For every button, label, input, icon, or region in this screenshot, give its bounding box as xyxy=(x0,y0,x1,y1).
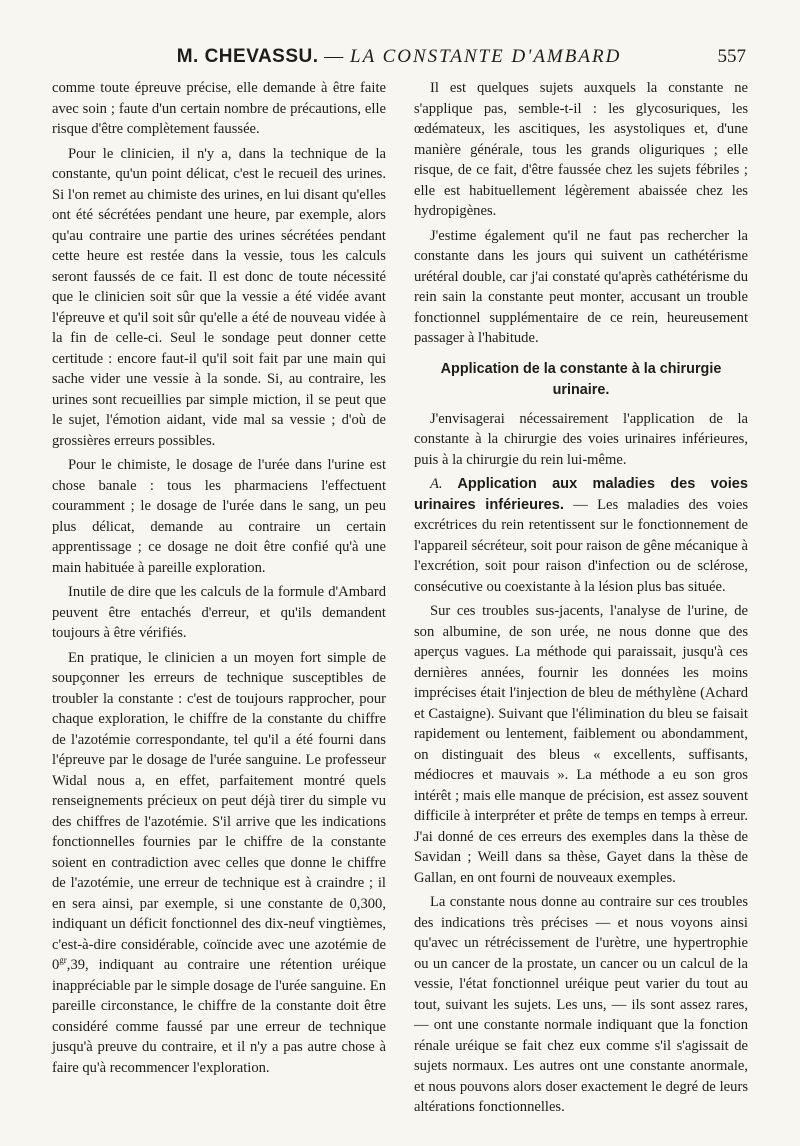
paragraph-text: ,39, indiquant au contraire une rétention uréique inappréciable par le simple dosage de l'urée sanguine. En pareille circonstance, le chiffre de la constante doit être considéré comme faussé par une erreur de technique jusqu'à preuve du contraire, et il n'y a pas autre chose à faire qu'à recommencer l'exploration. xyxy=(52,957,386,1076)
paragraph: J'envisagerai nécessairement l'application de la constante à la chirurgie des voies urinaires inférieures, puis à la chirurgie du rein lui-même. xyxy=(414,410,748,468)
paragraph-text: — Les maladies des voies excrétrices du rein retentissent sur le fonctionnement de l'appareil sécréteur, soit pour raison de gêne mécanique à l'excrétion, soit pour raison d'infection ou de sclérose, consécutive ou coexistante à la lésion plus bas située. xyxy=(414,496,748,595)
paragraph xyxy=(52,648,386,1079)
paragraph: La constante nous donne au contraire sur ces troubles des indications très précises — et nous voyons ainsi qu'avec un rétrécissement de l'urètre, une hypertrophie ou un cancer de la prostate, un cancer ou un calcul de la vessie, l'état fonctionnel uréique peut varier du tout au tout, suivant les sujets. Les uns, — ils sont assez rares, — ont une constante normale indiquant que la fonction rénale uréique se fait chez eux comme s'il s'agissait de sujets normaux. Les autres ont une constante anormale, et nous pouvons alors doser exactement le degré de leurs altérations fonctionnelles. xyxy=(414,894,748,1115)
page-number: 557 xyxy=(717,46,746,67)
right-column xyxy=(414,78,748,1122)
running-header xyxy=(52,44,746,74)
paragraph: J'estime également qu'il ne faut pas rechercher la constante dans les jours qui suivent un cathétérisme urétéral double, car j'ai constaté qu'après cathétérisme du rein sain la constante peut monter, accusant un trouble fonctionnel supplémentaire de ce rein, heureusement passager à l'habitude. xyxy=(414,227,748,346)
paragraph: Pour le clinicien, il n'y a, dans la technique de la constante, qu'un point délicat, c'est le recueil des urines. Si l'on remet au chimiste des urines, en lui disant qu'elles ont été sécrétées pendant une heure, par exemple, alors qu'au contraire une partie des urines sécrétées pendant cette heure est restée dans la vessie, tous les calculs seront faussés de ce fait. Il est donc de toute nécessité que le clinicien soit sûr que la vessie a été vidée avant l'épreuve et qu'il soit sûr qu'elle a été de nouveau vidée à la fin de celle-ci. Seul le sondage peut donner cette certitude : encore faut-il qu'il soit fait par une main qui sache vider une vessie à la sonde. Si, au contraire, les urines sont recueillies par simple miction, il se peut que le sujet, l'émotion aidant, vide mal sa vessie ; d'où de grossières erreurs possibles. xyxy=(52,145,386,449)
header-separator: — xyxy=(324,46,345,67)
header-title xyxy=(52,46,746,68)
paragraph: comme toute épreuve précise, elle demande à être faite avec soin ; faute d'un certain nombre de précautions, elle risque d'être complètement faussée. xyxy=(52,80,386,137)
left-column xyxy=(52,78,386,1082)
section-heading: Application de la constante à la chirurgie urinaire. xyxy=(440,360,722,398)
gram-superscript: gr xyxy=(59,955,67,966)
header-article-title: LA CONSTANTE D'AMBARD xyxy=(350,46,622,67)
header-author: M. CHEVASSU. xyxy=(176,46,319,67)
paragraph: Pour le chimiste, le dosage de l'urée dans l'urine est chose banale : tous les pharmaciens l'effectuent couramment ; le dosage de l'urée dans le sang, un peu plus délicat, demande au contraire un certain apprentissage ; ce dosage ne doit être confié qu'à une main habituée à pareille exploration. xyxy=(52,457,386,576)
subsection-title: Application aux maladies des voies urinaires inférieures. xyxy=(414,476,749,513)
paragraph: Il est quelques sujets auxquels la constante ne s'applique pas, semble-t-il : les glycosuriques, les œdémateux, les ascitiques, les asystoliques et, d'une manière générale, tous les grands oliguriques ; elle risque, de ce fait, d'être faussée chez les sujets fébriles ; elle est habituellement légèrement abaissée chez les hydropigènes. xyxy=(414,80,748,219)
paragraph-text: En pratique, le clinicien a un moyen fort simple de soupçonner les erreurs de technique susceptibles de troubler la constante : c'est de toujours rapprocher, pour chaque exploration, le chiffre de la constante du chiffre de l'azotémie correspondante, tel qu'il a été fourni dans l'épreuve par le dosage de l'urée sanguine. Le professeur Widal nous a, en effet, parfaitement montré quels renseignements précieux on peut déjà tirer du simple vu des chiffres de l'azotémie. S'il arrive que les indications fonctionnelles fournies par le chiffre de la constante soient en contradiction avec celles que donne le chiffre de l'azotémie, une erreur de technique est à craindre ; il en sera ainsi, par exemple, si une constante de 0,300, indiquant un déficit fonctionnel des dix-neuf vingtièmes, c'est-à-dire considérable, coïncide avec une azotémie de 0 xyxy=(52,649,386,973)
subsection-letter: A. xyxy=(430,476,443,492)
paragraph: Inutile de dire que les calculs de la formule d'Ambard peuvent être entachés d'erreur, et qu'ils demandent toujours à être vérifiés. xyxy=(52,584,386,641)
paragraph xyxy=(414,474,748,597)
paragraph: Sur ces troubles sus-jacents, l'analyse de l'urine, de son albumine, de son urée, ne nous donne que des aperçus vagues. La méthode qui paraissait, jusqu'à ces dernières années, fournir les données les moins imprécises était l'injection de bleu de méthylène (Achard et Castaigne). Suivant que l'élimination du bleu se faisait rapidement ou lentement, faiblement ou abondamment, on distinguait des bleus « excellents, suffisants, médiocres et mauvais ». La méthode a eu son gros intérêt ; mais elle manque de précision, est assez souvent difficile à interpréter et prête de temps en temps à erreur. J'ai donné de ces erreurs des exemples dans la thèse de Savidan ; Weill dans sa thèse, Gayet dans la thèse de Gallan, en ont fourni de nouveaux exemples. xyxy=(414,603,748,886)
